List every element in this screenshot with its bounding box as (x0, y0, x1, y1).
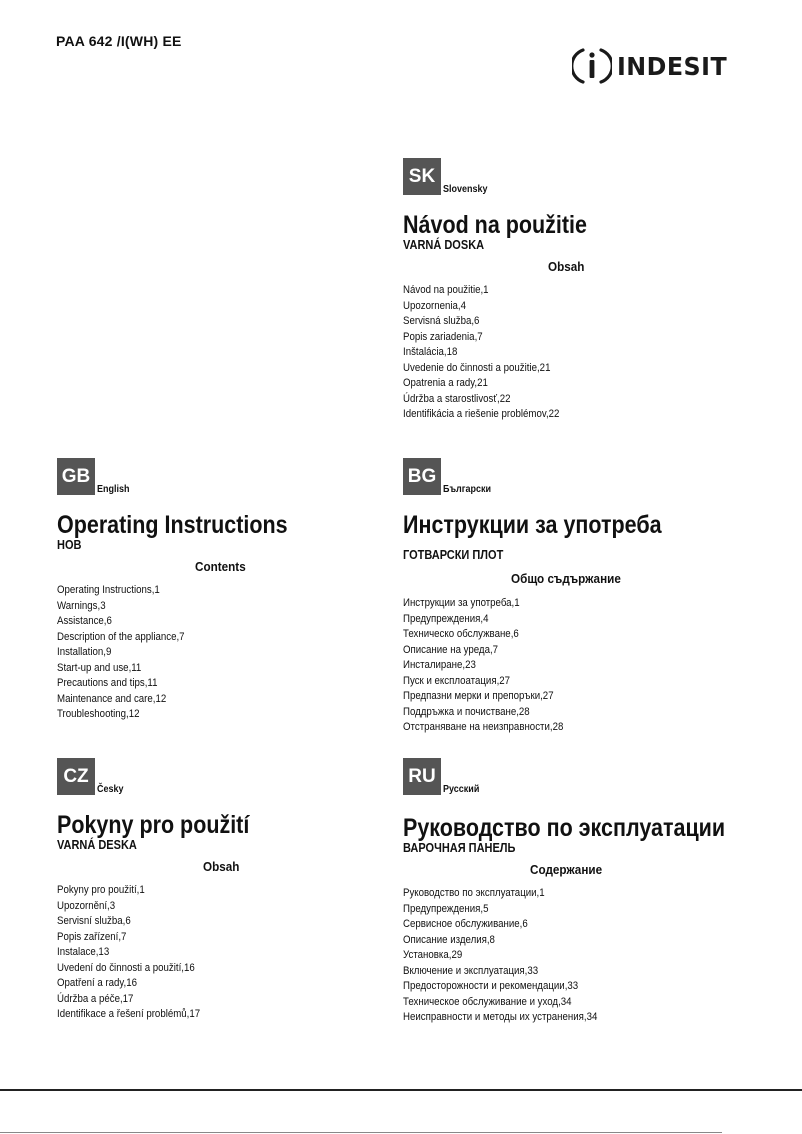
toc-item: Identifikácia a riešenie problémov,22 (403, 408, 560, 420)
section-english (57, 457, 387, 723)
language-badge: BG (403, 458, 441, 495)
toc-item: Instalace,13 (57, 946, 110, 958)
toc-item: Maintenance and care,12 (57, 692, 167, 705)
toc-item: Uvedenie do činnosti a použitie,21 (403, 361, 551, 374)
section-title: Návod na použitie (403, 211, 587, 239)
section-bulgarian (403, 457, 733, 736)
toc-item: Установка,29 (403, 949, 463, 961)
section-title: Инструкции за употреба (403, 511, 662, 539)
section-title: Руководство по эксплуатации (403, 814, 726, 842)
contents-heading: Contents (195, 559, 246, 574)
toc-item: Сервисное обслуживание,6 (403, 918, 528, 930)
toc-item: Troubleshooting,12 (57, 708, 140, 720)
contents-heading: Общо съдържание (511, 571, 621, 586)
language-badge: GB (57, 458, 95, 495)
section-subtitle: HOB (57, 538, 82, 552)
toc-item: Включение и эксплуатация,33 (403, 964, 539, 977)
toc-item: Описание изделия,8 (403, 933, 495, 946)
toc-item: Предпазни мерки и препоръки,27 (403, 690, 554, 702)
toc-item: Opatření a rady,16 (57, 977, 137, 989)
language-badge: CZ (57, 758, 95, 795)
toc-item: Operating Instructions,1 (57, 584, 160, 596)
toc-item: Неисправности и методы их устранения,34 (403, 1011, 598, 1023)
toc-item: Техническо обслужване,6 (403, 628, 519, 640)
toc-item: Description of the appliance,7 (57, 630, 185, 643)
section-title: Pokyny pro použití (57, 811, 250, 839)
toc-item: Поддръжка и почистване,28 (403, 705, 530, 718)
toc-item: Popis zařízení,7 (57, 930, 127, 943)
toc-item: Údržba a starostlivosť,22 (403, 392, 511, 405)
contents-heading: Obsah (203, 859, 240, 874)
toc-item: Servisní služba,6 (57, 915, 131, 927)
toc-item: Инсталиране,23 (403, 659, 476, 671)
language-label: Български (443, 484, 492, 495)
toc-item: Návod na použitie,1 (403, 284, 489, 296)
toc-item: Opatrenia a rady,21 (403, 377, 488, 389)
toc-item: Servisná služba,6 (403, 315, 480, 327)
brand-logo (572, 47, 733, 85)
toc-item: Предосторожности и рекомендации,33 (403, 980, 579, 992)
toc-item: Инструкции за употреба,1 (403, 597, 520, 609)
language-label: English (97, 484, 130, 495)
toc-item: Отстраняване на неизправности,28 (403, 721, 564, 733)
footer-divider (0, 1089, 802, 1091)
toc-item: Warnings,3 (57, 599, 106, 612)
model-number: PAA 642 /I(WH) EE (56, 33, 182, 49)
language-label: Русский (443, 784, 480, 795)
section-subtitle: VARNÁ DESKA (57, 838, 137, 852)
toc-item: Installation,9 (57, 646, 112, 658)
bottom-divider (0, 1132, 722, 1133)
section-czech (57, 757, 387, 1023)
toc-item: Precautions and tips,11 (57, 677, 158, 689)
section-title: Operating Instructions (57, 511, 288, 539)
toc-item: Identifikace a řešení problémů,17 (57, 1008, 201, 1020)
section-subtitle: VARNÁ DOSKA (403, 238, 485, 252)
contents-heading: Obsah (548, 259, 585, 274)
toc-item: Uvedení do činnosti a použití,16 (57, 961, 195, 974)
toc-item: Assistance,6 (57, 615, 112, 627)
section-russian (403, 757, 733, 1026)
toc-item: Pokyny pro použití,1 (57, 884, 145, 896)
toc-item: Upozornění,3 (57, 899, 116, 912)
section-subtitle: ГОТВАРСКИ ПЛОТ (403, 548, 504, 562)
toc-item: Предупреждения,5 (403, 902, 489, 915)
language-label: Slovensky (443, 184, 488, 195)
toc-item: Пуск и експлоатация,27 (403, 674, 511, 687)
language-badge: SK (403, 158, 441, 195)
toc-item: Upozornenia,4 (403, 299, 466, 312)
section-slovak (403, 157, 733, 423)
toc-item: Предупреждения,4 (403, 612, 489, 625)
language-badge: RU (403, 758, 441, 795)
toc-item: Описание на уреда,7 (403, 643, 499, 656)
toc-item: Техническое обслуживание и уход,34 (403, 995, 572, 1008)
indesit-logo-icon (572, 47, 612, 85)
contents-heading: Содержание (530, 862, 603, 877)
toc-item: Popis zariadenia,7 (403, 330, 483, 343)
toc-item: Inštalácia,18 (403, 346, 458, 358)
section-subtitle: ВАРОЧНАЯ ПАНЕЛЬ (403, 841, 516, 855)
toc-item: Údržba a péče,17 (57, 992, 134, 1005)
toc-item: Start-up and use,11 (57, 661, 142, 674)
brand-name: INDESIT (617, 51, 728, 81)
toc-item: Руководство по эксплуатации,1 (403, 887, 545, 899)
language-label: Česky (97, 784, 124, 795)
